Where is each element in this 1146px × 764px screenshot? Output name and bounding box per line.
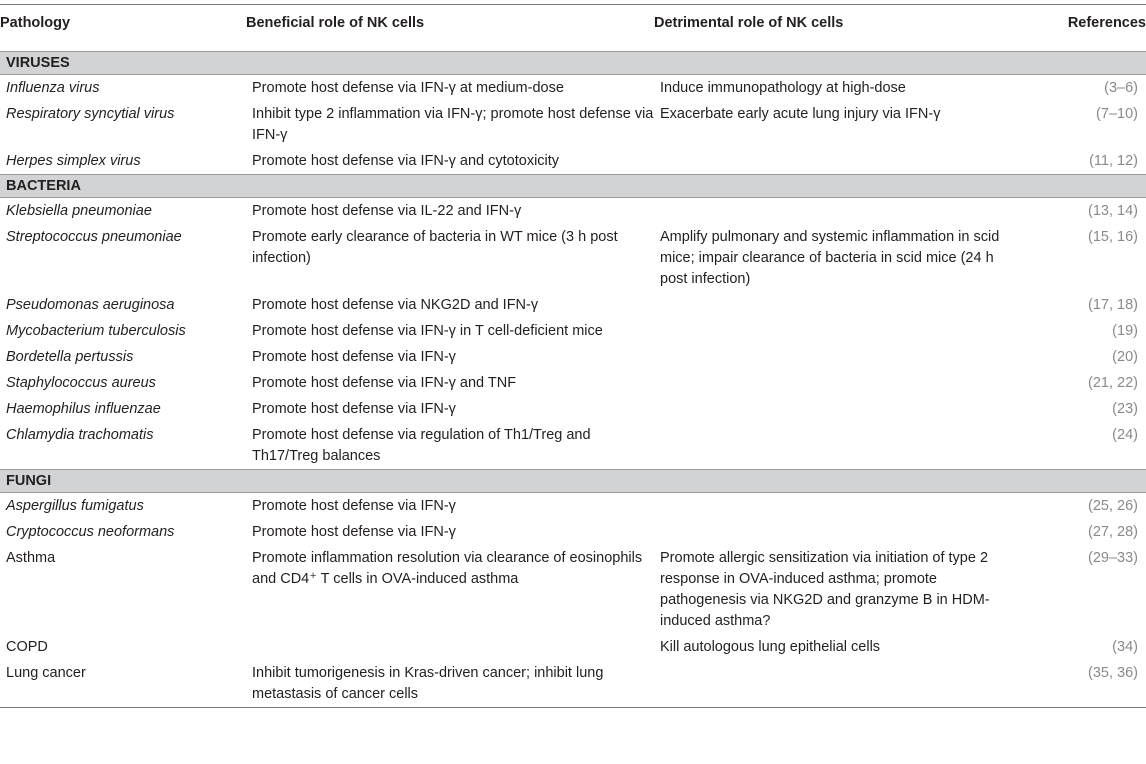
cell-pathology: Haemophilus influenzae: [6, 401, 161, 417]
cell-beneficial: Promote host defense via IL-22 and IFN-γ: [252, 203, 522, 219]
cell-beneficial: Promote host defense via IFN-γ and cytotoxicity: [252, 153, 560, 169]
cell-references: [1008, 522, 1146, 543]
ref-numbers: 21, 22: [1092, 375, 1134, 391]
cell-pathology: Staphylococcus aureus: [6, 375, 156, 391]
ref-open-paren: (: [1087, 203, 1093, 219]
ref-numbers: 29–33: [1092, 550, 1134, 566]
ref-numbers: 7–10: [1100, 106, 1134, 122]
ref-close-paren: ): [1133, 639, 1138, 655]
cell-pathology: COPD: [6, 639, 48, 655]
ref-close-paren: ): [1133, 153, 1138, 169]
cell-detrimental: Amplify pulmonary and systemic inflammation in scid mice; impair clearance of bacteria in scid mice (24 h post infection): [660, 229, 1000, 287]
ref-numbers: 20: [1117, 349, 1134, 365]
cell-pathology: Chlamydia trachomatis: [6, 427, 154, 443]
header-detrimental: Detrimental role of NK cells: [654, 15, 844, 31]
cell-beneficial: [246, 637, 654, 658]
ref-open-paren: (: [1112, 639, 1118, 655]
cell-references: [1008, 104, 1146, 146]
cell-pathology: Bordetella pertussis: [6, 349, 134, 365]
cell-beneficial: Promote host defense via NKG2D and IFN-γ: [252, 297, 539, 313]
cell-beneficial: Promote host defense via IFN-γ: [252, 524, 456, 540]
ref-open-paren: (: [1112, 349, 1118, 365]
table-row: [0, 224, 1146, 292]
cell-beneficial: Promote host defense via regulation of Th1/Treg and Th17/Treg balances: [252, 427, 591, 464]
table-row: [0, 396, 1146, 422]
cell-detrimental: Promote allergic sensitization via initiation of type 2 response in OVA-induced asthma; promote pathogenesis via NKG2D and granzyme B in HDM-induced asthma?: [660, 550, 990, 629]
ref-open-paren: (: [1087, 498, 1093, 514]
cell-detrimental: [654, 151, 1008, 172]
cell-detrimental: [654, 663, 1008, 705]
cell-detrimental: [654, 295, 1008, 316]
cell-references: [1008, 151, 1146, 172]
cell-pathology: Respiratory syncytial virus: [6, 106, 175, 122]
cell-detrimental: [654, 347, 1008, 368]
cell-references: [1008, 78, 1146, 99]
table-row: [0, 75, 1146, 101]
ref-numbers: 13, 14: [1092, 203, 1134, 219]
ref-open-paren: (: [1089, 153, 1094, 169]
cell-pathology: Pseudomonas aeruginosa: [6, 297, 175, 313]
cell-references: [1008, 227, 1146, 290]
cell-beneficial: Inhibit type 2 inflammation via IFN-γ; promote host defense via IFN-γ: [252, 106, 654, 143]
ref-open-paren: (: [1096, 106, 1101, 122]
table-row: [0, 101, 1146, 148]
cell-detrimental: [654, 399, 1008, 420]
cell-references: [1008, 347, 1146, 368]
cell-detrimental: Exacerbate early acute lung injury via IFN-γ: [660, 106, 941, 122]
table-row: [0, 318, 1146, 344]
nk-cells-table: [0, 4, 1146, 708]
section-title: FUNGI: [6, 473, 52, 489]
ref-close-paren: ): [1133, 427, 1138, 443]
table-row: [0, 519, 1146, 545]
cell-detrimental: [654, 425, 1008, 467]
cell-references: [1008, 425, 1146, 467]
cell-detrimental: [654, 522, 1008, 543]
table-row: [0, 344, 1146, 370]
ref-close-paren: ): [1133, 323, 1138, 339]
ref-open-paren: (: [1112, 323, 1118, 339]
ref-close-paren: ): [1133, 80, 1138, 96]
ref-open-paren: (: [1087, 550, 1093, 566]
cell-pathology: Herpes simplex virus: [6, 153, 141, 169]
table-row: [0, 370, 1146, 396]
ref-open-paren: (: [1087, 375, 1093, 391]
table-row: [0, 545, 1146, 634]
cell-beneficial: Promote host defense via IFN-γ: [252, 401, 456, 417]
ref-open-paren: (: [1112, 427, 1118, 443]
ref-open-paren: (: [1112, 401, 1118, 417]
table-header-row: [0, 5, 1146, 51]
header-references: References: [1067, 15, 1146, 31]
cell-references: [1008, 496, 1146, 517]
cell-beneficial: Inhibit tumorigenesis in Kras-driven cancer; inhibit lung metastasis of cancer cells: [252, 665, 604, 702]
cell-detrimental: [654, 201, 1008, 222]
cell-detrimental: [654, 321, 1008, 342]
ref-open-paren: (: [1104, 80, 1109, 96]
section-title: VIRUSES: [6, 55, 70, 71]
table-row: [0, 148, 1146, 174]
ref-close-paren: ): [1133, 106, 1138, 122]
cell-pathology: Influenza virus: [6, 80, 100, 96]
cell-beneficial: Promote host defense via IFN-γ and TNF: [252, 375, 517, 391]
ref-numbers: 25, 26: [1092, 498, 1134, 514]
ref-close-paren: ): [1133, 349, 1138, 365]
cell-beneficial: Promote host defense via IFN-γ: [252, 349, 456, 365]
cell-beneficial: Promote early clearance of bacteria in WT mice (3 h post infection): [252, 229, 618, 266]
cell-beneficial: Promote host defense via IFN-γ at medium-dose: [252, 80, 564, 96]
table-row: [0, 660, 1146, 707]
cell-beneficial: Promote host defense via IFN-γ: [252, 498, 456, 514]
cell-detrimental: [654, 496, 1008, 517]
ref-close-paren: ): [1133, 375, 1138, 391]
ref-open-paren: (: [1087, 524, 1093, 540]
ref-close-paren: ): [1133, 524, 1138, 540]
cell-pathology: Aspergillus fumigatus: [6, 498, 144, 514]
ref-numbers: 11, 12: [1093, 153, 1134, 169]
cell-references: [1008, 201, 1146, 222]
header-pathology: Pathology: [0, 15, 71, 31]
ref-numbers: 24: [1117, 427, 1134, 443]
ref-numbers: 15, 16: [1092, 229, 1134, 245]
cell-detrimental: Kill autologous lung epithelial cells: [660, 639, 881, 655]
ref-open-paren: (: [1087, 229, 1093, 245]
header-beneficial: Beneficial role of NK cells: [246, 15, 425, 31]
table-row: [0, 198, 1146, 224]
ref-open-paren: (: [1087, 665, 1093, 681]
cell-references: [1008, 663, 1146, 705]
cell-pathology: Klebsiella pneumoniae: [6, 203, 152, 219]
ref-close-paren: ): [1133, 297, 1138, 313]
table-row: [0, 634, 1146, 660]
cell-beneficial: Promote host defense via IFN-γ in T cell-deficient mice: [252, 323, 603, 339]
ref-numbers: 35, 36: [1092, 665, 1134, 681]
cell-detrimental: Induce immunopathology at high-dose: [660, 80, 906, 96]
cell-beneficial: Promote inflammation resolution via clearance of eosinophils and CD4⁺ T cells in OVA-induced asthma: [252, 550, 643, 587]
cell-references: [1008, 295, 1146, 316]
section-header: [0, 469, 1146, 493]
ref-close-paren: ): [1133, 401, 1138, 417]
ref-numbers: 27, 28: [1092, 524, 1134, 540]
table-row: [0, 493, 1146, 519]
cell-references: [1008, 399, 1146, 420]
ref-close-paren: ): [1133, 203, 1138, 219]
cell-pathology: Mycobacterium tuberculosis: [6, 323, 186, 339]
ref-numbers: 34: [1117, 639, 1134, 655]
table-row: [0, 422, 1146, 469]
table-body: [0, 51, 1146, 707]
cell-references: [1008, 373, 1146, 394]
table-row: [0, 292, 1146, 318]
ref-numbers: 3–6: [1108, 80, 1134, 96]
cell-references: [1008, 321, 1146, 342]
ref-close-paren: ): [1133, 550, 1138, 566]
cell-pathology: Lung cancer: [6, 665, 86, 681]
table-bottom-rule: [0, 707, 1146, 708]
ref-close-paren: ): [1133, 498, 1138, 514]
ref-numbers: 19: [1117, 323, 1134, 339]
ref-open-paren: (: [1087, 297, 1093, 313]
ref-close-paren: ): [1133, 665, 1138, 681]
ref-close-paren: ): [1133, 229, 1138, 245]
section-title: BACTERIA: [6, 178, 81, 194]
cell-pathology: Streptococcus pneumoniae: [6, 229, 182, 245]
cell-detrimental: [654, 373, 1008, 394]
cell-references: [1008, 637, 1146, 658]
ref-numbers: 23: [1117, 401, 1134, 417]
cell-references: [1008, 548, 1146, 632]
section-header: [0, 51, 1146, 75]
section-header: [0, 174, 1146, 198]
cell-pathology: Asthma: [6, 550, 56, 566]
ref-numbers: 17, 18: [1092, 297, 1134, 313]
cell-pathology: Cryptococcus neoformans: [6, 524, 175, 540]
